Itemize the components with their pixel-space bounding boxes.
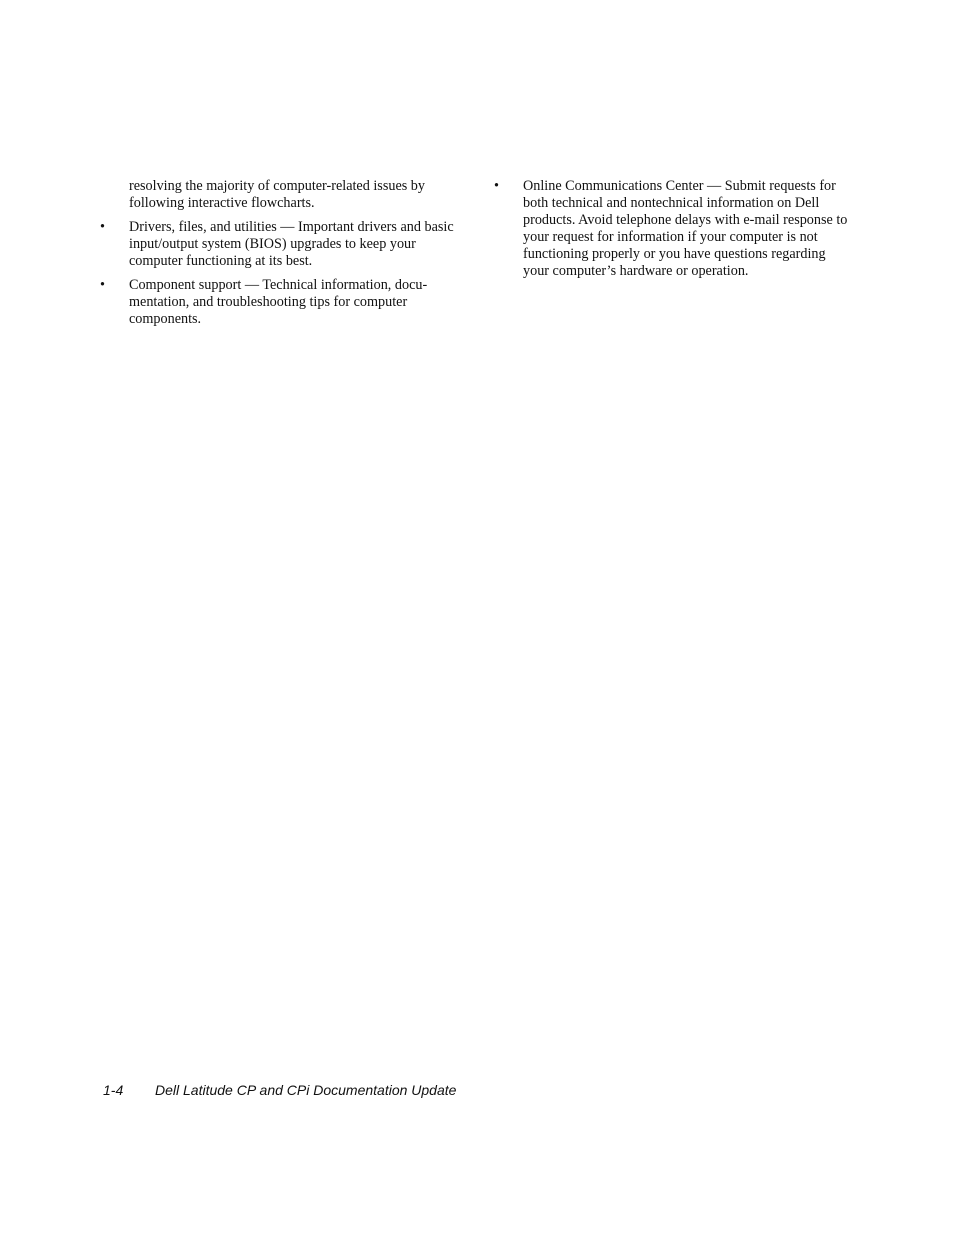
bullet-item-component-support xyxy=(100,277,470,328)
bullet-item-drivers xyxy=(100,219,470,270)
bullet-text: Drivers, files, and utilities — Important drivers and basic input/output system (BIOS) upgrades to keep your computer functioning at its best. xyxy=(129,219,454,269)
right-column xyxy=(494,178,854,287)
left-column xyxy=(100,178,470,335)
page-number: 1-4 xyxy=(103,1082,124,1098)
continuation-text: resolving the majority of computer-related issues by following interactive flowcharts. xyxy=(129,178,425,211)
continuation-paragraph xyxy=(100,178,470,212)
page-footer xyxy=(103,1081,456,1099)
bullet-icon: • xyxy=(100,277,105,293)
bullet-icon: • xyxy=(494,178,499,194)
bullet-text: Component support — Technical information, docu-mentation, and troubleshooting tips for computer components. xyxy=(129,277,428,327)
document-title: Dell Latitude CP and CPi Documentation Update xyxy=(155,1082,457,1098)
bullet-item-online-communications xyxy=(494,178,854,280)
bullet-text: Online Communications Center — Submit requests for both technical and nontechnical information on Dell products. Avoid telephone delays with e-mail response to your request for information if your computer is not functioning properly or you have questions regarding your computer’s hardware or operation. xyxy=(523,178,848,279)
bullet-icon: • xyxy=(100,219,105,235)
